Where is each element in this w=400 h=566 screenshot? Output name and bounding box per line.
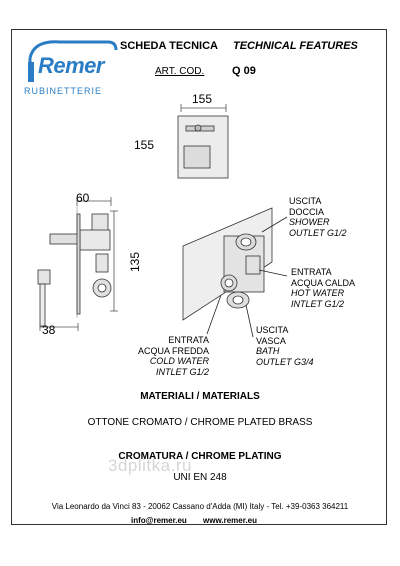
dim-depth: 60 bbox=[76, 191, 90, 205]
plating-title: CROMATURA / CHROME PLATING bbox=[118, 451, 282, 462]
bath-en-1: BATH bbox=[256, 346, 280, 356]
dim-body-height: 135 bbox=[128, 251, 142, 272]
label-bath-outlet bbox=[256, 325, 314, 367]
dim-lever-offset: 38 bbox=[42, 323, 56, 337]
bath-en-2: OUTLET G3/4 bbox=[256, 356, 314, 367]
cold-it-1: ENTRATA bbox=[168, 335, 209, 345]
sheet-title-en: TECHNICAL FEATURES bbox=[233, 40, 358, 52]
watermark: 3dplitka.ru bbox=[108, 456, 192, 475]
cold-en-1: COLD WATER bbox=[149, 356, 209, 366]
materials-value: OTTONE CROMATO / CHROME PLATED BRASS bbox=[87, 417, 313, 428]
logo-name: Remer bbox=[38, 53, 104, 78]
plating-standard: UNI EN 248 bbox=[173, 472, 227, 483]
hot-en-1: HOT WATER bbox=[291, 288, 345, 298]
bath-it-1: USCITA bbox=[256, 325, 289, 335]
perspective-view bbox=[183, 208, 287, 337]
hot-it-1: ENTRATA bbox=[291, 267, 332, 277]
shower-it-2: DOCCIA bbox=[289, 206, 325, 217]
hot-it-2: ACQUA CALDA bbox=[291, 277, 356, 288]
bath-it-2: VASCA bbox=[256, 335, 286, 346]
shower-en-1: SHOWER bbox=[289, 217, 330, 227]
label-shower-outlet bbox=[289, 196, 347, 238]
label-hot-inlet bbox=[291, 267, 355, 309]
article-code-label: ART. COD. bbox=[155, 66, 205, 77]
cold-en-2: INTLET G1/2 bbox=[155, 366, 209, 377]
shower-en-2: OUTLET G1/2 bbox=[289, 227, 347, 238]
side-view bbox=[38, 197, 118, 331]
shower-it-1: USCITA bbox=[289, 196, 322, 206]
label-cold-inlet bbox=[133, 335, 209, 377]
footer-address: Via Leonardo da Vinci 83 - 20062 Cassano d'Adda (MI) Italy - Tel. +39-0363 364211 bbox=[51, 502, 349, 511]
sheet-title-it: SCHEDA TECNICA bbox=[120, 40, 218, 52]
dim-plate-width: 155 bbox=[192, 92, 213, 106]
footer-website[interactable]: www.remer.eu bbox=[203, 516, 257, 525]
footer-email[interactable]: info@remer.eu bbox=[131, 516, 187, 525]
front-view bbox=[178, 104, 228, 178]
hot-en-2: INTLET G1/2 bbox=[291, 298, 345, 309]
logo-tagline: RUBINETTERIE bbox=[24, 86, 103, 96]
cold-it-2: ACQUA FREDDA bbox=[137, 345, 209, 356]
article-code-value: Q 09 bbox=[232, 65, 256, 77]
materials-title: MATERIALI / MATERIALS bbox=[140, 391, 260, 402]
dim-plate-height: 155 bbox=[134, 138, 155, 152]
